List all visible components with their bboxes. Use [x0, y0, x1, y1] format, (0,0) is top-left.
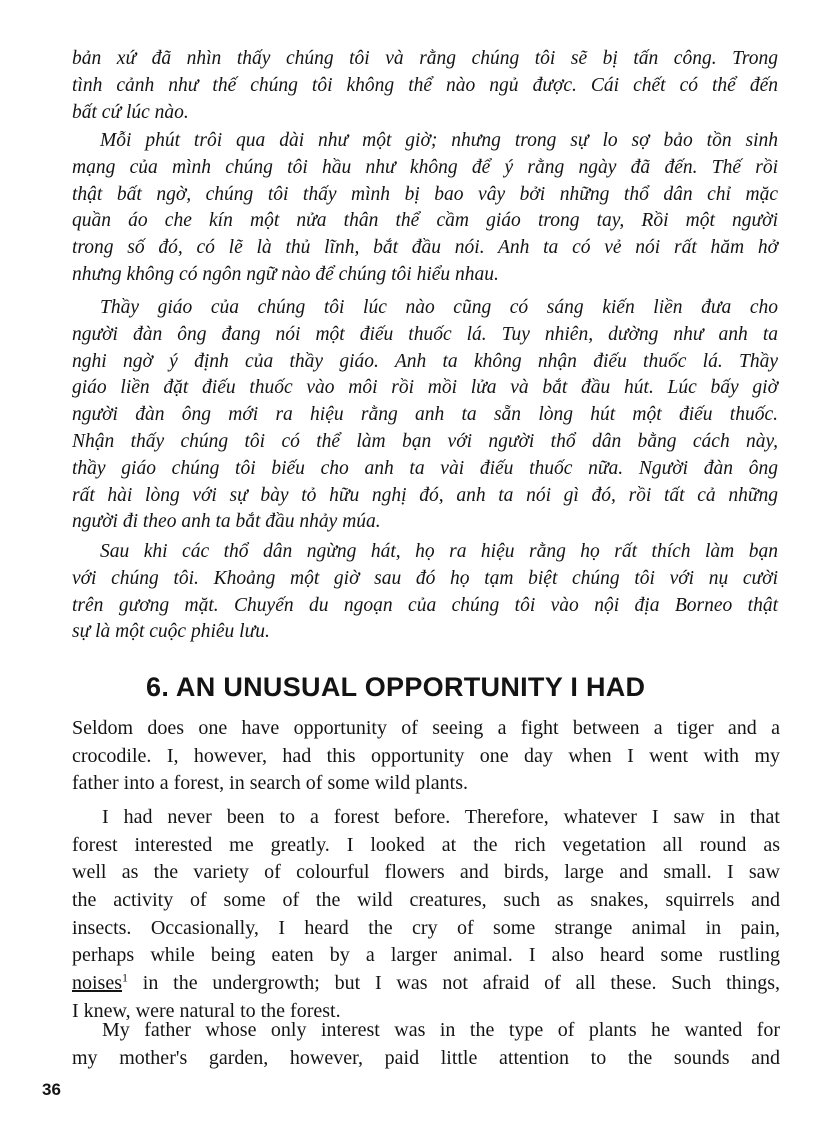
footnote-marker: 1: [122, 970, 128, 985]
text-line: quần áo che kín một nửa thân thể cầm giáo trong tay, Rồi một người: [72, 210, 778, 232]
text-line: Mỗi phút trôi qua dài như một giờ; nhưng trong sự lo sợ bảo tồn sinh: [100, 130, 778, 151]
text-line: thật bất ngờ, chúng tôi thấy mình bị bao vây bởi những thổ dân chỉ mặc: [72, 183, 778, 205]
footnote-line: [72, 970, 780, 998]
viet-paragraph-1: [72, 46, 778, 126]
text-line: người đàn ông đang nói một điếu thuốc lá. Tuy nhiên, dường như anh ta: [72, 323, 778, 345]
text-line: mạng của mình chúng tôi hầu như không để ý rằng ngày đã đến. Thế rồi: [72, 156, 778, 178]
text-line: nghi ngờ ý định của thầy giáo. Anh ta không nhận điếu thuốc lá. Thầy: [72, 350, 778, 372]
text-line: sự là một cuộc phiêu lưu.: [72, 621, 270, 643]
eng-paragraph-2: [72, 804, 780, 1026]
text-line: người đi theo anh ta bắt đầu nhảy múa.: [72, 511, 381, 533]
text-line: I had never been to a forest before. Therefore, whatever I saw in that: [102, 806, 780, 828]
text-line: I knew, were natural to the forest.: [72, 999, 341, 1022]
text-line: well as the variety of colourful flowers and birds, large and small. I saw: [72, 861, 780, 884]
eng-paragraph-1: [72, 715, 780, 798]
text-line: My father whose only interest was in the type of plants he wanted for: [102, 1019, 780, 1041]
text-line: với chúng tôi. Khoảng một giờ sau đó họ tạm biệt chúng tôi với nụ cười: [72, 567, 778, 589]
text-line: Sau khi các thổ dân ngừng hát, họ ra hiệu rằng họ rất thích làm bạn: [100, 541, 778, 562]
text-line: my mother's garden, however, paid little attention to the sounds and: [72, 1046, 780, 1069]
eng-paragraph-3: [72, 1017, 780, 1072]
text-line: forest interested me greatly. I looked at the rich vegetation all round as: [72, 833, 780, 856]
text-line: tình cảnh như thế chúng tôi không thể nào ngủ được. Cái chết có thể đến: [72, 74, 778, 96]
text-line: giáo liền đặt điếu thuốc vào môi rồi mồi lửa và bắt đầu hút. Lúc bấy giờ: [72, 377, 778, 399]
text-line: trên gương mặt. Chuyến du ngoạn của chúng tôi vào nội địa Borneo thật: [72, 594, 778, 616]
text-line: thầy giáo chúng tôi biếu cho anh ta vài điếu thuốc nữa. Người đàn ông: [72, 457, 778, 479]
section-heading: 6. AN UNUSUAL OPPORTUNITY I HAD: [146, 672, 646, 702]
text-line: perhaps while being eaten by a larger animal. I also heard some rustling: [72, 944, 780, 967]
viet-paragraph-3: [72, 295, 778, 536]
footnote-word: noises: [72, 972, 122, 995]
text-line: nhưng không có ngôn ngữ nào để chúng tôi hiểu nhau.: [72, 263, 499, 285]
text-line: insects. Occasionally, I heard the cry of some strange animal in pain,: [72, 916, 780, 939]
text-line: Nhận thấy chúng tôi có thể làm bạn với người thổ dân bằng cách này,: [72, 430, 778, 452]
text-line: father into a forest, in search of some wild plants.: [72, 772, 468, 795]
text-line: bản xứ đã nhìn thấy chúng tôi và rằng chúng tôi sẽ bị tấn công. Trong: [72, 48, 778, 69]
text-line: bất cứ lúc nào.: [72, 101, 189, 123]
page-number: 36: [42, 1080, 61, 1099]
text-line: trong số đó, có lẽ là thủ lĩnh, bắt đầu nói. Anh ta có vẻ nói rất hăm hở: [72, 237, 778, 259]
viet-paragraph-4: [72, 539, 778, 646]
text-line: Thầy giáo của chúng tôi lúc nào cũng có sáng kiến liền đưa cho: [100, 297, 778, 318]
text-line: rất hài lòng với sự bày tỏ hữu nghị đó, anh ta nói gì đó, rồi tất cả những: [72, 484, 778, 506]
text-line: người đàn ông mới ra hiệu rằng anh ta sẵn lòng hút một điếu thuốc.: [72, 404, 778, 426]
text-line: crocodile. I, however, had this opportunity one day when I went with my: [72, 744, 780, 767]
text-line: the activity of some of the wild creatures, such as snakes, squirrels and: [72, 889, 780, 912]
text-line: Seldom does one have opportunity of seeing a fight between a tiger and a: [72, 717, 780, 739]
viet-paragraph-2: [72, 128, 778, 289]
text-segment: in the undergrowth; but I was not afraid of all these. Such things,: [128, 972, 780, 995]
